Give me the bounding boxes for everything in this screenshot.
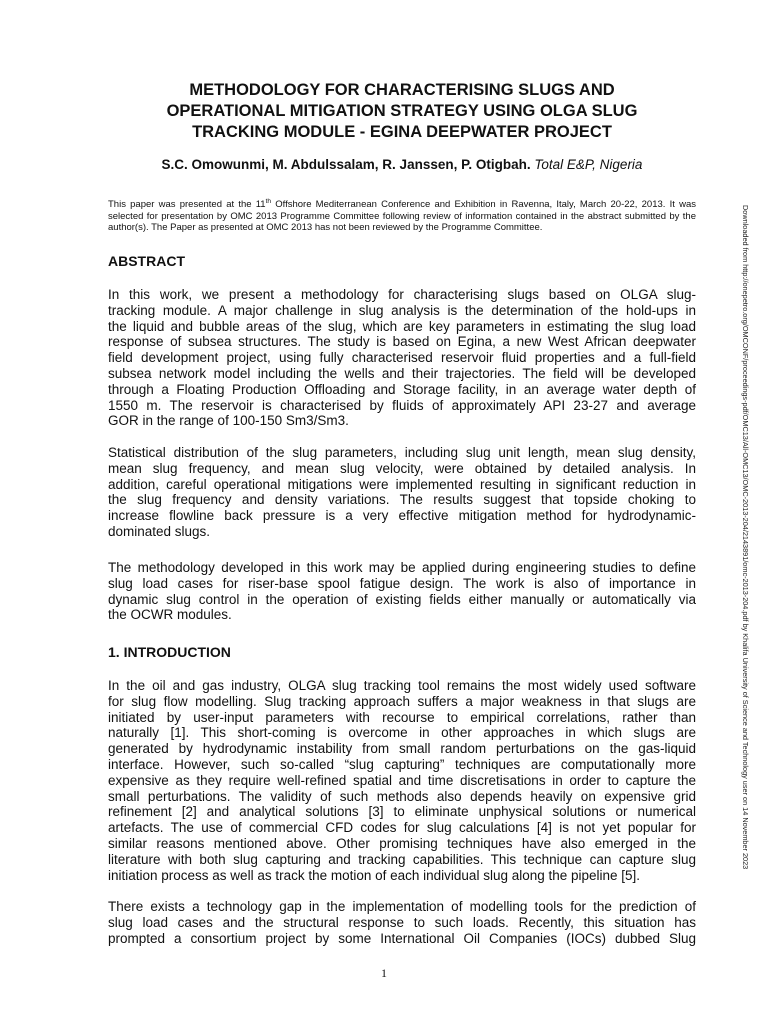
text-line: interface. However, such so-called “slug capturing” techniques are computationally more: [108, 756, 696, 772]
text-line: Statistical distribution of the slug parameters, including slug unit length, mean slug density,: [108, 445, 696, 460]
abstract-paragraph-1: [108, 287, 696, 429]
text-line: similar reasons mentioned above. Other promising techniques have also emerged in the: [108, 835, 696, 851]
text-line: prompted a consortium project by some International Oil Companies (IOCs) dubbed Slug: [108, 930, 696, 946]
title-line: METHODOLOGY FOR CHARACTERISING SLUGS AND: [189, 81, 615, 99]
introduction-paragraph-1: [108, 678, 696, 883]
text-line: naturally [1]. This short-coming is overcome in other approaches in which slugs are: [108, 725, 696, 741]
text-line: small perturbations. The validity of such methods also depends heavily on expensive grid: [108, 788, 696, 804]
text-line: dynamic slug control in the operation of existing fields either manually or automatically via: [108, 591, 696, 607]
text-line: There exists a technology gap in the implementation of modelling tools for the prediction of: [108, 899, 696, 914]
text-line: increase flowline back pressure is a very effective mitigation method for hydrodynamic-: [108, 508, 696, 524]
author-names: S.C. Omowunmi, M. Abdulssalam, R. Janssen, P. Otigbah.: [161, 157, 531, 172]
text-line: refinement [2] and analytical solutions [3] to eliminate unphysical solutions or numerical: [108, 804, 696, 820]
introduction-paragraph-2: [108, 899, 696, 946]
presentation-note: [108, 199, 696, 234]
introduction-heading: 1. INTRODUCTION: [108, 644, 231, 660]
text-line: The methodology developed in this work may be applied during engineering studies to define: [108, 560, 696, 575]
author-line: [108, 156, 696, 174]
title-line: TRACKING MODULE - EGINA DEEPWATER PROJECT: [192, 123, 612, 141]
text-line: for slug flow modelling. Slug tracking approach suffers a major weakness in that slugs are: [108, 693, 696, 709]
text-line: initiation process as well as track the motion of each individual slug along the pipeline [5].: [108, 867, 641, 883]
author-affiliation: Total E&P, Nigeria: [534, 157, 643, 172]
text-line: tracking module. A major challenge in slug analysis is the determination of the hold-ups in: [108, 302, 696, 318]
abstract-paragraph-3: [108, 560, 696, 623]
text-line: In this work, we present a methodology for characterising slugs based on OLGA slug-: [108, 287, 696, 302]
text-line: In the oil and gas industry, OLGA slug tracking tool remains the most widely used software: [108, 678, 696, 693]
text-line: literature with both slug capturing and tracking capabilities. This technique can capture slug: [108, 851, 696, 867]
text-line: slug load cases and the structural response to such loads. Recently, this situation has: [108, 914, 696, 930]
text-line: expensive as they require well-refined spatial and time discretisations in order to capture the: [108, 772, 696, 788]
text-line: 1550 m. The reservoir is characterised by fluids of approximately API 23-27 and average: [108, 397, 696, 413]
text-line: the slug frequency and density variations. The results suggest that topside choking to: [108, 492, 696, 508]
note-text-end: Offshore Mediterranean Conference and Exhibition in Ravenna, Italy, March 20-22, 2013. It was selected for presentation by OMC 2013 Programme Committee following review of information contained in the abstract submitted by the author(s). The Paper as presented at OMC 2013 has not been reviewed by the Programme Committee.: [108, 199, 696, 233]
text-line: GOR in the range of 100-150 Sm3/Sm3.: [108, 413, 349, 429]
text-line: the OCWR modules.: [108, 607, 232, 623]
note-text-start: This paper was presented at the 11: [108, 199, 266, 210]
text-line: initiated by user-input parameters with recourse to empirical correlations, rather than: [108, 709, 696, 725]
abstract-heading: ABSTRACT: [108, 253, 185, 269]
text-line: generated by hydrodynamic instability from small random perturbations on the gas-liquid: [108, 741, 696, 757]
download-sidebar: [738, 205, 750, 870]
title-line: OPERATIONAL MITIGATION STRATEGY USING OLGA SLUG: [166, 102, 638, 120]
text-line: addition, careful operational mitigations were implemented resulting in significant reduction in: [108, 476, 696, 492]
text-line: response of subsea structures. The study is based on Egina, a new West African deepwater: [108, 334, 696, 350]
page-number: 1: [381, 966, 387, 980]
text-line: subsea network model including the wells and their trajectories. The field will be developed: [108, 365, 696, 381]
text-line: artefacts. The use of commercial CFD codes for slug calculations [4] is not yet popular for: [108, 820, 696, 836]
text-line: slug load cases for riser-base spool fatigue design. The work is also of importance in: [108, 575, 696, 591]
text-line: the liquid and bubble areas of the slug, which are key parameters in estimating the slug load: [108, 318, 696, 334]
text-line: mean slug frequency, and mean slug velocity, were obtained by detailed analysis. In: [108, 460, 696, 476]
text-line: dominated slugs.: [108, 523, 211, 539]
note-superscript: th: [265, 197, 272, 205]
text-line: field development project, using fully characterised reservoir fluid properties and a full-field: [108, 350, 696, 366]
paper-title: [108, 80, 696, 143]
text-line: through a Floating Production Offloading and Storage facility, in an average water depth of: [108, 381, 696, 397]
abstract-paragraph-2: [108, 445, 696, 540]
download-notice: Downloaded from http://onepetro.org/OMCONF/proceedings-pdf/OMC13/All-OMC13/OMC-2013-204/2143891/omc-2013-204.pdf by Khalifa University of Science and Technology user on 14 November 2023: [741, 205, 750, 870]
